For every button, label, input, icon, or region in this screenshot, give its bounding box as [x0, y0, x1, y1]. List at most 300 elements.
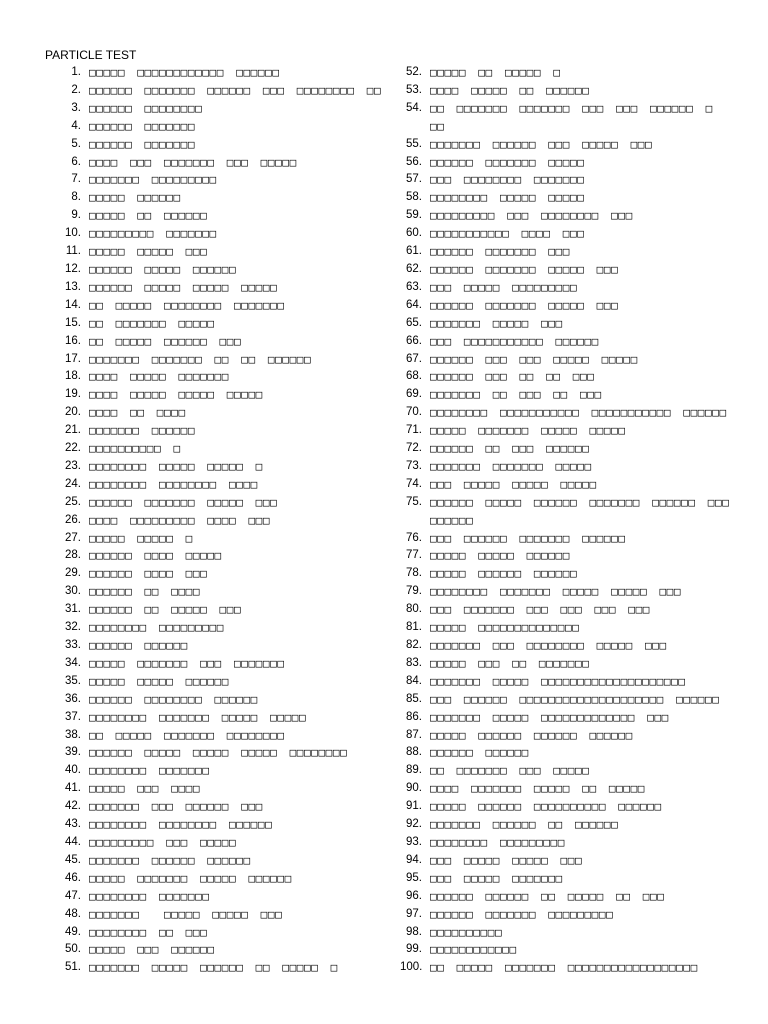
- item-number: 27.: [65, 531, 81, 544]
- item-text: □□□□□□ □□□□□□□ □□□□□□□□□: [430, 907, 614, 921]
- item-number: 36.: [65, 692, 81, 705]
- item-text: □□□□□ □□□□□□ □□□□□□: [430, 567, 578, 581]
- item-text: □□□□□□ □□□□□□□ □□□□□: [430, 155, 585, 169]
- item-text: □□□□□□ □□□□□ □□□□□ □□□□□ □□□□□□□□: [89, 746, 348, 760]
- item-number: 43.: [65, 818, 81, 831]
- list-item: [400, 422, 736, 440]
- item-number: 79.: [406, 585, 422, 598]
- list-item: [400, 565, 736, 583]
- item-text: □□□□□ □□□□□□□□□□□□□□: [430, 621, 580, 635]
- list-item: [44, 171, 384, 189]
- item-text: □□□□□□□□□ □□□□□□□: [89, 227, 217, 241]
- list-item: [44, 207, 384, 225]
- item-text: □□□□□□□□□□□ □□□□ □□□: [430, 227, 585, 241]
- item-text: □□□□ □□□□□ □□□□□□□: [89, 370, 230, 384]
- list-item: [44, 512, 384, 530]
- list-item: [400, 655, 736, 673]
- item-number: 95.: [406, 871, 422, 884]
- list-item: [44, 494, 384, 512]
- list-item: [44, 547, 384, 565]
- list-item: [44, 655, 384, 673]
- item-number: 31.: [65, 603, 81, 616]
- list-item: [44, 440, 384, 458]
- item-text: □□□□□ □□□□□ □□□□□□: [430, 549, 571, 563]
- list-item: [44, 727, 384, 745]
- item-number: 93.: [406, 835, 422, 848]
- list-item: [400, 727, 736, 745]
- list-item: [400, 959, 736, 977]
- list-item: [400, 530, 736, 548]
- list-item: [400, 351, 736, 369]
- item-text: □□□□□□□□□ □□□ □□□□□□□□ □□□: [430, 209, 633, 223]
- item-number: 87.: [406, 728, 422, 741]
- list-item: [44, 404, 384, 422]
- item-number: 53.: [406, 83, 422, 96]
- list-item: [44, 601, 384, 619]
- list-item: [400, 888, 736, 906]
- list-item: [400, 207, 736, 225]
- item-number: 83.: [406, 656, 422, 669]
- item-text: □□□□□□□□ □□□□□□□: [89, 889, 210, 903]
- item-number: 82.: [406, 639, 422, 651]
- list-item: [400, 547, 736, 565]
- item-text: □□□□□□□□□□□□: [430, 943, 517, 957]
- item-text: □□□□□□□ □□ □□□ □□ □□□: [430, 388, 602, 402]
- item-text: □□□□ □□□□□ □□ □□□□□□: [430, 83, 590, 97]
- list-item: [400, 279, 736, 297]
- item-text: □□□□□□□□ □□□□□□□□ □□□□□□: [89, 818, 273, 832]
- item-text: □□□□□□ □□□□□□: [430, 746, 529, 760]
- item-number: 8.: [71, 191, 81, 204]
- item-text: □□□□□□□ □□□□□ □□□□□□□□□□□□□ □□□: [430, 710, 669, 724]
- item-text: □□□□□□ □□□□□ □□□□□□: [89, 262, 237, 276]
- item-number: 25.: [65, 495, 81, 508]
- item-text: □□□□ □□□□□□□ □□□□□ □□ □□□□□: [430, 782, 646, 796]
- item-number: 32.: [65, 621, 81, 634]
- item-number: 88.: [406, 746, 422, 759]
- question-list-left: [44, 64, 384, 977]
- item-text: □□ □□□□□□□ □□□□□: [89, 316, 215, 330]
- item-text: □□□□□□ □□□□ □□□: [89, 567, 208, 581]
- item-number: 42.: [65, 800, 81, 813]
- list-item: [400, 404, 736, 422]
- item-text: □□□ □□□□□□□□ □□□□□□□: [430, 173, 585, 187]
- item-text: □□□□□□ □□□□□□□ □□□□□ □□□: [89, 495, 278, 509]
- item-text: □□□□□□□□□□: [430, 925, 503, 939]
- item-text: □□□□□□ □□□□□□□□: [89, 101, 203, 115]
- item-text: □□□□□□ □□□ □□□ □□□□□ □□□□□: [430, 352, 638, 366]
- item-text: □□□□□ □□□□□□□ □□□□□ □□□□□□: [89, 871, 292, 885]
- list-item: [44, 351, 384, 369]
- list-item: [400, 924, 736, 942]
- item-text: □□□□ □□□□□ □□□□□ □□□□□: [89, 388, 263, 402]
- item-number: 98.: [406, 925, 422, 938]
- item-number: 41.: [65, 782, 81, 795]
- list-item: [400, 64, 736, 82]
- item-number: 1.: [71, 66, 81, 78]
- item-number: 65.: [406, 316, 422, 329]
- item-number: 15.: [65, 316, 81, 329]
- list-item: [44, 261, 384, 279]
- item-number: 48.: [65, 907, 81, 920]
- list-item: [400, 333, 736, 351]
- item-text: □□□□□□ □□□□□ □□□□□□ □□□□□□□ □□□□□□ □□□ □□□□□□: [430, 495, 742, 527]
- list-item: [400, 225, 736, 243]
- item-number: 59.: [406, 209, 422, 222]
- item-number: 7.: [71, 173, 81, 186]
- item-text: □□□ □□□□□ □□□□□□□: [430, 871, 563, 885]
- list-item: [400, 619, 736, 637]
- item-text: □□□□□□ □□□□□□□: [89, 137, 196, 151]
- list-item: [44, 136, 384, 154]
- list-item: [400, 744, 736, 762]
- item-text: □□□□□ □□□ □□□□: [89, 782, 201, 796]
- item-number: 34.: [65, 656, 81, 669]
- item-number: 20.: [65, 406, 81, 419]
- item-number: 13.: [65, 280, 81, 293]
- item-number: 45.: [65, 853, 81, 866]
- item-number: 24.: [65, 477, 81, 490]
- list-item: [400, 494, 742, 530]
- question-list-right: [400, 64, 742, 977]
- item-number: 67.: [406, 352, 422, 365]
- list-item: [400, 458, 736, 476]
- item-number: 2.: [71, 83, 81, 96]
- list-item: [400, 816, 736, 834]
- list-item: [44, 368, 384, 386]
- item-text: □□□□□□ □□□□□□□□ □□□□□□: [89, 692, 258, 706]
- item-text: □□□ □□□□□□ □□□□□□□□□□□□□□□□□□□□ □□□□□□: [430, 692, 720, 706]
- item-text: □□ □□□□□ □□□□□□□□ □□□□□□□: [89, 298, 285, 312]
- item-text: □□□ □□□□□□ □□□□□□□ □□□□□□: [430, 531, 626, 545]
- item-text: □□□□□ □□□□□□□ □□□□□ □□□□□: [430, 424, 626, 438]
- item-text: □□□□□□□□ □□□□□□□□□□□ □□□□□□□□□□□ □□□□□□: [430, 406, 727, 420]
- item-number: 100.: [400, 961, 423, 974]
- list-item: [44, 673, 384, 691]
- item-text: □□□□□□ □□□□ □□□□□: [89, 549, 222, 563]
- item-text: □□□□□□□□□ □□□ □□□□□: [89, 835, 237, 849]
- item-text: □□□ □□□□□ □□□□□ □□□: [430, 853, 583, 867]
- item-number: 49.: [65, 925, 81, 938]
- item-text: □□□□□□ □□□□□ □□□□□ □□□□□: [89, 280, 278, 294]
- list-item: [44, 834, 384, 852]
- list-item: [400, 691, 736, 709]
- item-number: 69.: [406, 388, 422, 401]
- item-text: □□□□□□□□□□ □: [89, 442, 181, 456]
- item-number: 61.: [406, 245, 422, 258]
- item-text: □□□□□□ □□ □□□ □□□□□□: [430, 442, 590, 456]
- item-number: 56.: [406, 155, 422, 168]
- item-number: 38.: [65, 728, 81, 741]
- item-number: 9.: [71, 209, 81, 222]
- item-text: □□□□□□□ □□□ □□□□□□ □□□: [89, 800, 263, 814]
- item-number: 75.: [406, 495, 422, 508]
- document-title: PARTICLE TEST: [45, 48, 137, 62]
- item-text: □□□□□ □□□□□□: [89, 191, 181, 205]
- list-item: [400, 368, 736, 386]
- list-item: [44, 154, 384, 172]
- list-item: [400, 154, 736, 172]
- item-number: 39.: [65, 746, 81, 759]
- item-number: 84.: [406, 674, 422, 687]
- item-text: □□□□□□□ □□□□□□ □□□□□□: [89, 853, 251, 867]
- list-item: [44, 780, 384, 798]
- list-item: [400, 243, 736, 261]
- item-text: □□□□ □□□□□□□□□ □□□□ □□□: [89, 513, 271, 527]
- item-number: 16.: [65, 334, 81, 347]
- item-number: 10.: [65, 227, 81, 240]
- list-item: [44, 458, 384, 476]
- item-text: □□□□□□ □□□□□□□ □□□: [430, 245, 571, 259]
- item-text: □□□ □□□□□ □□□□□ □□□□□: [430, 477, 597, 491]
- item-text: □□□□□ □□ □□□□□□: [89, 209, 208, 223]
- list-item: [400, 834, 736, 852]
- list-item: [400, 136, 736, 154]
- item-text: □□□□□□ □□□□□□: [89, 639, 188, 652]
- list-item: [44, 888, 384, 906]
- item-number: 78.: [406, 567, 422, 580]
- list-item: [44, 744, 384, 762]
- list-item: [400, 673, 736, 691]
- list-item: [400, 637, 736, 655]
- item-text: □□□□□□ □□□□□□□ □□□□□ □□□: [430, 298, 619, 312]
- item-text: □□ □□□□□ □□□□□□ □□□: [89, 334, 242, 348]
- item-text: □□□□□□□ □□□□□□□ □□□□□: [430, 459, 592, 473]
- item-number: 50.: [65, 943, 81, 956]
- item-number: 26.: [65, 513, 81, 526]
- item-text: □□□□□□ □□ □□□□□ □□□: [89, 603, 242, 617]
- list-item: [44, 816, 384, 834]
- item-text: □□□□□ □□□□□□ □□□□□□□□□□ □□□□□□: [430, 800, 662, 814]
- item-number: 89.: [406, 764, 422, 777]
- list-item: [44, 637, 384, 655]
- item-number: 33.: [65, 639, 81, 651]
- item-text: □□□□□□□□ □□□□□□□□□: [89, 621, 225, 635]
- list-item: [44, 118, 384, 136]
- list-item: [44, 798, 384, 816]
- item-text: □□□ □□□□□□□□□□□ □□□□□□: [430, 334, 599, 348]
- item-text: □□□□□□□□ □□□□□□□□ □□□□: [89, 477, 258, 491]
- list-item: [400, 601, 736, 619]
- item-number: 86.: [406, 710, 422, 723]
- item-text: □□□□□□ □□□□□□□ □□□□□ □□□: [430, 262, 619, 276]
- item-number: 90.: [406, 782, 422, 795]
- item-text: □□□□□ □□□□□□□□□□□□ □□□□□□: [89, 66, 280, 79]
- item-number: 21.: [65, 424, 81, 437]
- item-text: □□ □□□□□ □□□□□□□ □□□□□□□□: [89, 728, 285, 742]
- item-number: 81.: [406, 621, 422, 634]
- item-number: 76.: [406, 531, 422, 544]
- list-item: [400, 100, 736, 136]
- list-item: [44, 852, 384, 870]
- item-number: 91.: [406, 800, 422, 813]
- item-number: 51.: [65, 961, 81, 974]
- item-number: 18.: [65, 370, 81, 383]
- list-item: [44, 583, 384, 601]
- list-item: [400, 261, 736, 279]
- list-item: [400, 798, 736, 816]
- item-text: □□□□□□□□ □□□□□□□ □□□□□ □□□□□ □□□: [430, 585, 682, 599]
- list-item: [44, 243, 384, 261]
- list-item: [44, 315, 384, 333]
- list-item: [400, 440, 736, 458]
- item-number: 80.: [406, 603, 422, 616]
- item-number: 37.: [65, 710, 81, 723]
- item-text: □□□□□ □□□□□ □: [89, 531, 193, 545]
- list-item: [400, 906, 736, 924]
- list-item: [44, 333, 384, 351]
- list-item: [400, 476, 736, 494]
- item-number: 22.: [65, 442, 81, 455]
- item-text: □□□□□□□ □□□□□□ □□ □□□□□□: [430, 818, 619, 832]
- item-text: □□ □□□□□□□ □□□ □□□□□: [430, 764, 590, 778]
- list-item: [400, 780, 736, 798]
- list-item: [44, 64, 384, 82]
- item-number: 35.: [65, 674, 81, 687]
- list-item: [400, 852, 736, 870]
- list-item: [400, 297, 736, 315]
- item-text: □□□□□□ □□ □□□□: [89, 585, 201, 599]
- item-text: □□□□□□□□ □□ □□□: [89, 925, 208, 939]
- item-text: □□□□□□□ □□□□□ □□□: [430, 316, 563, 330]
- item-number: 12.: [65, 262, 81, 275]
- list-item: [44, 422, 384, 440]
- item-text: □□□□□□ □□□□□□□: [89, 119, 196, 133]
- item-number: 30.: [65, 585, 81, 598]
- item-text: □□□ □□□□□ □□□□□□□□□: [430, 280, 578, 294]
- item-text: □□□□□□□□ □□□□□ □□□□□ □: [89, 459, 263, 473]
- item-number: 94.: [406, 853, 422, 866]
- item-text: □□□□□ □□□ □□ □□□□□□□: [430, 656, 590, 670]
- list-item: [44, 100, 384, 118]
- item-text: □□□□ □□□ □□□□□□□ □□□ □□□□□: [89, 155, 297, 169]
- item-number: 11.: [65, 245, 81, 258]
- item-number: 73.: [406, 459, 422, 472]
- item-number: 70.: [406, 406, 422, 419]
- list-item: [44, 959, 384, 977]
- list-item: [44, 530, 384, 548]
- item-number: 4.: [71, 119, 81, 132]
- list-item: [400, 709, 736, 727]
- item-text: □□□□□□□ □□□ □□□□□□□□ □□□□□ □□□: [430, 639, 667, 652]
- list-item: [44, 189, 384, 207]
- list-item: [44, 941, 384, 959]
- item-number: 68.: [406, 370, 422, 383]
- item-number: 40.: [65, 764, 81, 777]
- item-text: □□□□□ □□□□□ □□□: [89, 245, 208, 259]
- list-item: [44, 386, 384, 404]
- item-text: □□□□□□□ □□□□□ □□□□□□ □□ □□□□□ □: [89, 961, 338, 975]
- list-item: [400, 315, 736, 333]
- item-number: 54.: [406, 101, 422, 114]
- item-text: □□□□ □□ □□□□: [89, 406, 186, 420]
- item-number: 5.: [71, 137, 81, 150]
- item-number: 3.: [71, 101, 81, 114]
- item-number: 74.: [406, 477, 422, 490]
- item-text: □□□□□□ □□□□□□ □□ □□□□□ □□ □□□: [430, 889, 665, 903]
- item-number: 52.: [406, 66, 422, 78]
- list-item: [44, 906, 384, 924]
- list-item: [400, 189, 736, 207]
- item-number: 96.: [406, 889, 422, 902]
- item-text: □□□□□□□□ □□□□□□□□□: [430, 835, 566, 849]
- list-item: [44, 297, 384, 315]
- list-item: [400, 171, 736, 189]
- list-item: [400, 870, 736, 888]
- list-item: [44, 476, 384, 494]
- item-number: 14.: [65, 298, 81, 311]
- item-text: □□□□□□□ □□□□□ □□□□□ □□□: [89, 907, 283, 921]
- item-number: 44.: [65, 835, 81, 848]
- item-number: 77.: [406, 549, 422, 562]
- item-text: □□□□□□□□ □□□□□ □□□□□: [430, 191, 585, 205]
- list-item: [44, 762, 384, 780]
- item-text: □□ □□□□□□□ □□□□□□□ □□□ □□□ □□□□□□ □ □□: [430, 101, 726, 133]
- list-item: [44, 691, 384, 709]
- item-text: □□□□□□□ □□□□□□ □□□ □□□□□ □□□: [430, 137, 653, 151]
- list-item: [44, 225, 384, 243]
- item-text: □□□□□ □□□□□ □□□□□□: [89, 674, 230, 688]
- item-number: 97.: [406, 907, 422, 920]
- item-number: 6.: [71, 155, 81, 168]
- list-item: [44, 279, 384, 297]
- item-number: 92.: [406, 818, 422, 831]
- item-text: □□□□□ □□ □□□□□ □: [430, 66, 561, 79]
- item-number: 19.: [65, 388, 81, 401]
- list-item: [400, 762, 736, 780]
- item-number: 17.: [65, 352, 81, 365]
- item-number: 63.: [406, 280, 422, 293]
- item-number: 46.: [65, 871, 81, 884]
- item-number: 23.: [65, 459, 81, 472]
- item-number: 85.: [406, 692, 422, 705]
- list-item: [44, 870, 384, 888]
- item-text: □□□□□□ □□□ □□ □□ □□□: [430, 370, 595, 384]
- item-number: 62.: [406, 262, 422, 275]
- item-number: 57.: [406, 173, 422, 186]
- item-text: □□□□□□ □□□□□□□ □□□□□□ □□□ □□□□□□□□ □□: [89, 83, 382, 97]
- list-item: [400, 386, 736, 404]
- list-item: [400, 583, 736, 601]
- item-text: □□□ □□□□□□□ □□□ □□□ □□□ □□□: [430, 603, 651, 617]
- item-number: 72.: [406, 442, 422, 455]
- list-item: [44, 924, 384, 942]
- item-text: □□□□□□□ □□□□□□: [89, 424, 196, 438]
- item-text: □□□□□□□ □□□□□□□□□: [89, 173, 217, 187]
- item-text: □□□□□ □□□□□□ □□□□□□ □□□□□□: [430, 728, 633, 742]
- list-item: [400, 82, 736, 100]
- list-item: [44, 82, 384, 100]
- item-number: 58.: [406, 191, 422, 204]
- item-number: 60.: [406, 227, 422, 240]
- item-text: □□□□□ □□□ □□□□□□: [89, 943, 215, 957]
- item-number: 55.: [406, 137, 422, 150]
- item-number: 29.: [65, 567, 81, 580]
- list-item: [44, 709, 384, 727]
- item-number: 66.: [406, 334, 422, 347]
- item-number: 47.: [65, 889, 81, 902]
- list-item: [44, 619, 384, 637]
- list-item: [400, 941, 736, 959]
- item-text: □□□□□□□□ □□□□□□□: [89, 764, 210, 778]
- list-item: [44, 565, 384, 583]
- item-text: □□□□□□□ □□□□□ □□□□□□□□□□□□□□□□□□□□: [430, 674, 686, 688]
- item-text: □□□□□ □□□□□□□ □□□ □□□□□□□: [89, 656, 285, 670]
- item-number: 64.: [406, 298, 422, 311]
- item-number: 28.: [65, 549, 81, 562]
- item-number: 71.: [406, 424, 422, 437]
- item-number: 99.: [406, 943, 422, 956]
